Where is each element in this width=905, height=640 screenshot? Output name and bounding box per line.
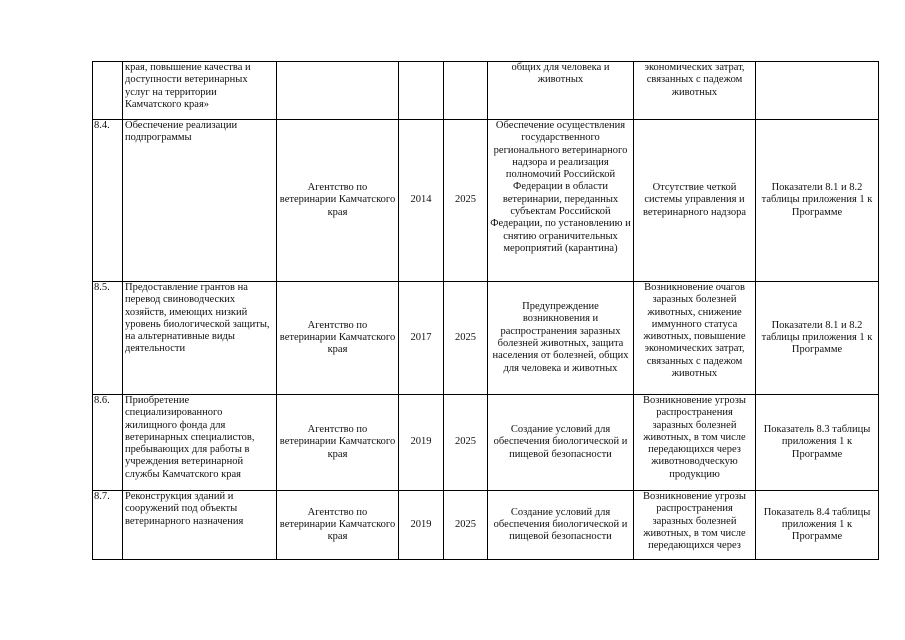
executor: Агентство по ветеринарии Камчатского края [277,395,399,491]
table-row [93,282,879,395]
indicator-link: Показатели 8.1 и 8.2 таблицы приложения 1 к Программе [756,282,879,395]
row-number: 8.4. [93,120,123,282]
end-year: 2025 [444,120,488,282]
row-number: 8.7. [93,491,123,560]
expected-result: Обеспечение осуществления государственного регионального ветеринарного надзора и реализация полномочий Российской Федерации в области ветеринарии, переданных субъектам Российской Федерации, по установлению и снятию ограничительных мероприятий (карантина) [488,120,634,282]
executor [277,62,399,120]
row-number: 8.5. [93,282,123,395]
consequence: экономических затрат, связанных с падежом животных [634,62,756,120]
end-year: 2025 [444,491,488,560]
start-year: 2014 [399,120,444,282]
measure-name: Обеспечение реализации подпрограммы [123,120,277,282]
indicator-link: Показатель 8.4 таблицы приложения 1 к Программе [756,491,879,560]
executor: Агентство по ветеринарии Камчатского края [277,282,399,395]
measure-name: Предоставление грантов на перевод свиноводческих хозяйств, имеющих низкий уровень биологической защиты, на альтернативные виды деятельности [123,282,277,395]
expected-result: Создание условий для обеспечения биологической и пищевой безопасности [488,395,634,491]
indicator-link: Показатели 8.1 и 8.2 таблицы приложения 1 к Программе [756,120,879,282]
table-row [93,120,879,282]
measure-name: Реконструкция зданий и сооружений под объекты ветеринарного назначения [123,491,277,560]
expected-result: Создание условий для обеспечения биологической и пищевой безопасности [488,491,634,560]
consequence: Возникновение угрозы распространения заразных болезней животных, в том числе передающихся через животноводческую продукцию [634,395,756,491]
expected-result: общих для человека и животных [488,62,634,120]
consequence: Возникновение угрозы распространения заразных болезней животных, в том числе передающихся через [634,491,756,560]
expected-result: Предупреждение возникновения и распространения заразных болезней животных, защита населения от болезней, общих для человека и животных [488,282,634,395]
consequence: Возникновение очагов заразных болезней животных, снижение иммунного статуса животных, повышение экономических затрат, связанных с падежом животных [634,282,756,395]
end-year: 2025 [444,395,488,491]
executor: Агентство по ветеринарии Камчатского края [277,120,399,282]
start-year: 2017 [399,282,444,395]
end-year: 2025 [444,282,488,395]
row-number [93,62,123,120]
end-year [444,62,488,120]
start-year: 2019 [399,395,444,491]
executor: Агентство по ветеринарии Камчатского края [277,491,399,560]
start-year [399,62,444,120]
indicator-link: Показатель 8.3 таблицы приложения 1 к Программе [756,395,879,491]
indicator-link [756,62,879,120]
consequence: Отсутствие четкой системы управления и ветеринарного надзора [634,120,756,282]
measure-name: края, повышение качества и доступности ветеринарных услуг на территории Камчатского края» [123,62,277,120]
table-row [93,62,879,120]
table-row [93,491,879,560]
row-number: 8.6. [93,395,123,491]
measures-table [92,61,879,560]
measure-name: Приобретение специализированного жилищного фонда для ветеринарных специалистов, пребывающих для работы в учреждения ветеринарной службы Камчатского края [123,395,277,491]
start-year: 2019 [399,491,444,560]
table-row [93,395,879,491]
